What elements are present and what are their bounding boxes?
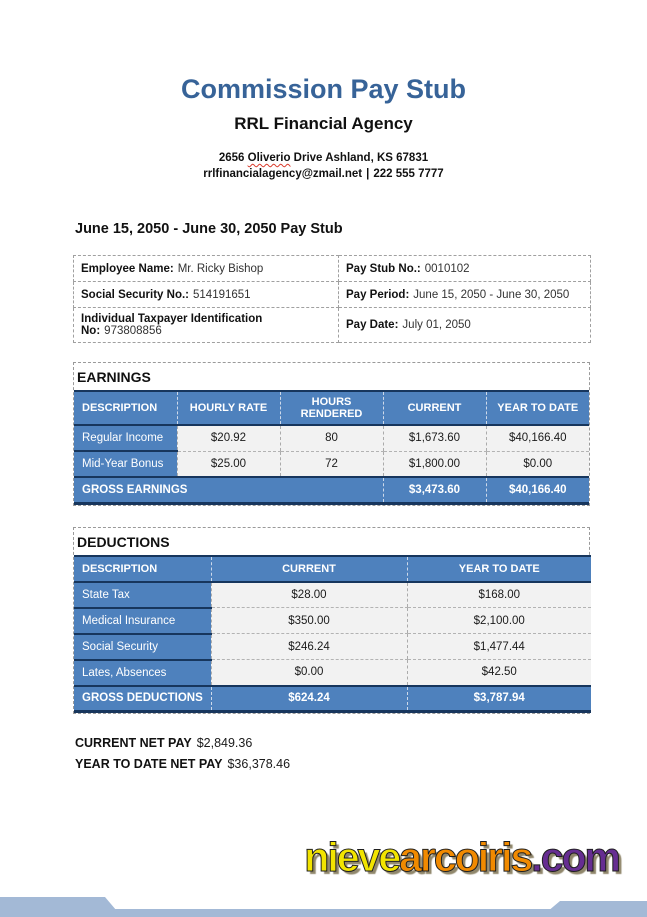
earnings-row-current: $1,673.60: [383, 425, 486, 451]
gross-earnings-row: [74, 477, 589, 503]
deduction-row-description: Lates, Absences: [74, 660, 211, 686]
deduction-row-ytd: $42.50: [407, 660, 591, 686]
itin-value: 973808856: [104, 325, 162, 337]
pay-date-label: Pay Date:: [346, 319, 399, 331]
table-row: [74, 634, 591, 660]
table-row: [74, 660, 591, 686]
gross-earnings-label: GROSS EARNINGS: [74, 477, 383, 503]
earnings-header-hours-rendered: HOURS RENDERED: [280, 391, 383, 425]
deductions-header-row: [74, 556, 591, 582]
watermark-segment-nieve: nieve: [304, 834, 400, 880]
company-name: RRL Financial Agency: [234, 114, 413, 133]
deduction-row-ytd: $168.00: [407, 582, 591, 608]
net-pay-summary: [75, 733, 647, 775]
itin-cell: [74, 308, 339, 343]
earnings-header-hourly-rate: HOURLY RATE: [177, 391, 280, 425]
deduction-row-current: $350.00: [211, 608, 407, 634]
table-row: [74, 282, 591, 308]
deduction-row-description: Social Security: [74, 634, 211, 660]
deductions-header-description: DESCRIPTION: [74, 556, 211, 582]
company-phone: 222 555 7777: [373, 168, 444, 180]
pay-period-cell: [339, 282, 591, 308]
deductions-section-title: DEDUCTIONS: [77, 533, 170, 550]
footer-strip: [0, 909, 647, 917]
employee-info-table: [73, 255, 591, 343]
deductions-table: [74, 555, 591, 714]
deduction-row-current: $0.00: [211, 660, 407, 686]
deductions-section: [73, 527, 590, 715]
table-row: [74, 256, 591, 282]
gross-earnings-ytd: $40,166.40: [486, 477, 589, 503]
earnings-row-description: Regular Income: [74, 425, 177, 451]
gross-earnings-current: $3,473.60: [383, 477, 486, 503]
earnings-row-ytd: $40,166.40: [486, 425, 589, 451]
earnings-row-hours: 72: [280, 451, 383, 477]
ytd-net-pay-value: $36,378.46: [227, 757, 291, 771]
pay-period-value: June 15, 2050 - June 30, 2050: [413, 288, 570, 301]
company-email: rrlfinancialagency@zmail.net: [203, 168, 363, 180]
pay-period-heading: June 15, 2050 - June 30, 2050 Pay Stub: [75, 221, 343, 237]
watermark-segment-com: .com: [531, 834, 619, 880]
earnings-row-ytd: $0.00: [486, 451, 589, 477]
employee-name-label: Employee Name:: [81, 262, 174, 275]
deduction-row-description: Medical Insurance: [74, 608, 211, 634]
contact-separator: |: [366, 168, 370, 180]
pay-stub-no-label: Pay Stub No.:: [346, 262, 421, 275]
ytd-net-pay-line: [75, 754, 647, 775]
employee-name-cell: [74, 256, 339, 282]
table-row: [74, 608, 591, 634]
earnings-header-current: CURRENT: [383, 391, 486, 425]
employee-name-value: Mr. Ricky Bishop: [177, 262, 264, 275]
current-net-pay-line: [75, 733, 647, 754]
earnings-section-title: EARNINGS: [77, 369, 151, 385]
deductions-header-year-to-date: YEAR TO DATE: [407, 556, 591, 582]
current-net-pay-value: $2,849.36: [196, 736, 253, 750]
deduction-row-ytd: $1,477.44: [407, 634, 591, 660]
earnings-row-current: $1,800.00: [383, 451, 486, 477]
deduction-row-current: $246.24: [211, 634, 407, 660]
deduction-row-description: State Tax: [74, 582, 211, 608]
current-net-pay-label: CURRENT NET PAY: [75, 736, 192, 750]
ssn-label: Social Security No.:: [81, 288, 190, 301]
pay-period-label: Pay Period:: [346, 288, 410, 301]
earnings-row-description: Mid-Year Bonus: [74, 451, 177, 477]
address-suffix: Drive Ashland, KS 67831: [290, 152, 429, 164]
watermark-logo: [304, 834, 619, 881]
earnings-row-hourly-rate: $20.92: [177, 425, 280, 451]
company-contact: [0, 166, 647, 182]
earnings-section: [73, 362, 590, 506]
earnings-row-hours: 80: [280, 425, 383, 451]
document-title: Commission Pay Stub: [180, 74, 467, 104]
pay-date-cell: [339, 308, 591, 343]
pay-stub-no-cell: [339, 256, 591, 282]
gross-deductions-row: [74, 686, 591, 712]
pay-date-value: July 01, 2050: [402, 319, 471, 331]
gross-deductions-label: GROSS DEDUCTIONS: [74, 686, 211, 712]
table-row: [74, 582, 591, 608]
deduction-row-current: $28.00: [211, 582, 407, 608]
earnings-header-year-to-date: YEAR TO DATE: [486, 391, 589, 425]
gross-deductions-current: $624.24: [211, 686, 407, 712]
company-address: [0, 150, 647, 166]
earnings-header-row: [74, 391, 589, 425]
deductions-header-current: CURRENT: [211, 556, 407, 582]
earnings-row-hourly-rate: $25.00: [177, 451, 280, 477]
table-row: [74, 425, 589, 451]
ssn-value: 514191651: [193, 288, 251, 301]
gross-deductions-ytd: $3,787.94: [407, 686, 591, 712]
ssn-cell: [74, 282, 339, 308]
earnings-header-description: DESCRIPTION: [74, 391, 177, 425]
table-row: [74, 308, 591, 343]
watermark-segment-arcoiris: arcoiris: [399, 834, 532, 880]
ytd-net-pay-label: YEAR TO DATE NET PAY: [75, 757, 223, 771]
table-row: [74, 451, 589, 477]
earnings-table: [74, 390, 589, 505]
deduction-row-ytd: $2,100.00: [407, 608, 591, 634]
itin-label: Individual Taxpayer Identification No:: [81, 313, 263, 337]
pay-stub-no-value: 0010102: [424, 262, 470, 275]
address-prefix: 2656: [218, 152, 248, 164]
address-misspelled-word: Oliverio: [247, 152, 291, 164]
